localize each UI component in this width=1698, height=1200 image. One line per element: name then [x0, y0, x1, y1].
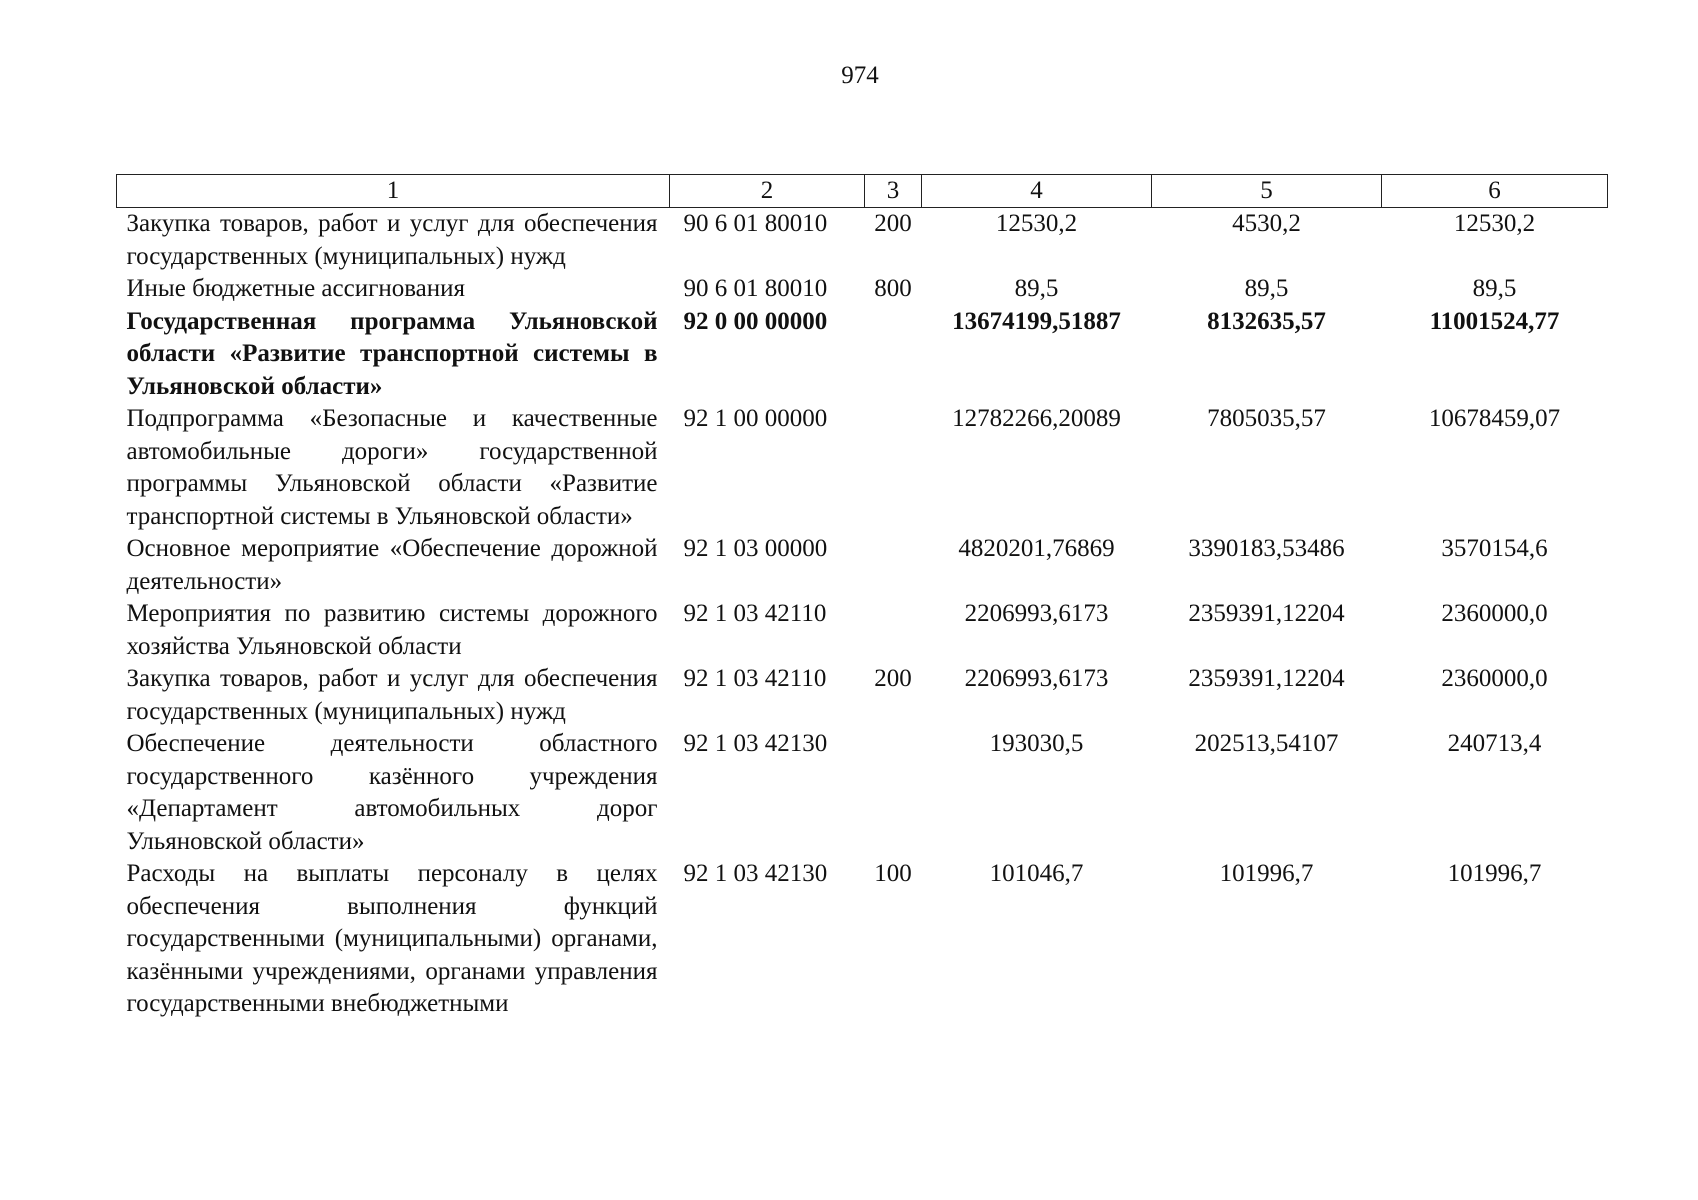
- row-kind: 800: [874, 275, 912, 302]
- row-value-6: 12530,2: [1453, 210, 1536, 237]
- row-value-4: 13674199,51887: [952, 307, 1121, 335]
- table-row: [117, 208, 1608, 274]
- row-kind: [865, 306, 922, 404]
- row-value-5: 89,5: [1244, 275, 1289, 302]
- row-code: 92 0 00 00000: [683, 307, 828, 335]
- row-kind: 200: [874, 210, 912, 237]
- row-value-6: 101996,7: [1447, 860, 1542, 887]
- header-col-2: 2: [670, 175, 865, 208]
- row-kind: 100: [874, 860, 912, 887]
- row-value-5: 4530,2: [1232, 210, 1301, 237]
- row-code: 92 1 00 00000: [683, 405, 828, 432]
- header-col-4: 4: [922, 175, 1152, 208]
- row-value-5: 8132635,57: [1207, 307, 1326, 335]
- table-row: [117, 728, 1608, 858]
- table-row: [117, 403, 1608, 533]
- row-name: Расходы на выплаты персоналу в целях обеспечения выполнения функций государственными (муниципальными) органами, казёнными учреждениями, органами управления государственными внебюджетными: [126, 860, 658, 1017]
- row-name: Обеспечение деятельности областного государственного казённого учреждения «Департамент автомобильных дорог Ульяновской области»: [126, 730, 658, 855]
- row-code: 92 1 03 42110: [683, 665, 827, 692]
- row-value-5: 7805035,57: [1207, 405, 1326, 432]
- header-row: [117, 175, 1608, 208]
- table-row: [117, 533, 1608, 598]
- header-col-1: 1: [117, 175, 670, 208]
- table-row: [117, 663, 1608, 728]
- row-value-5: 101996,7: [1219, 860, 1314, 887]
- table-row: [117, 598, 1608, 663]
- row-kind: [865, 598, 922, 663]
- row-value-6: 10678459,07: [1428, 405, 1561, 432]
- row-value-4: 4820201,76869: [958, 535, 1115, 562]
- row-name: Основное мероприятие «Обеспечение дорожной деятельности»: [126, 535, 658, 595]
- page-number: 974: [841, 62, 879, 89]
- budget-table: [116, 174, 1608, 1021]
- row-name: Государственная программа Ульяновской области «Развитие транспортной системы в Ульяновской области»: [126, 307, 658, 400]
- row-value-6: 2360000,0: [1441, 600, 1548, 627]
- row-value-4: 12782266,20089: [952, 405, 1121, 432]
- row-value-4: 193030,5: [989, 730, 1084, 757]
- row-value-5: 3390183,53486: [1188, 535, 1345, 562]
- row-value-5: 2359391,12204: [1188, 600, 1345, 627]
- row-kind: 200: [874, 665, 912, 692]
- row-name: Иные бюджетные ассигнования: [126, 275, 466, 302]
- table-row: [117, 273, 1608, 306]
- row-value-6: 2360000,0: [1441, 665, 1548, 692]
- row-kind: [865, 728, 922, 858]
- row-code: 92 1 03 42110: [683, 600, 827, 627]
- row-value-6: 89,5: [1472, 275, 1517, 302]
- row-value-4: 89,5: [1014, 275, 1059, 302]
- row-name: Закупка товаров, работ и услуг для обеспечения государственных (муниципальных) нужд: [126, 210, 658, 270]
- row-value-5: 2359391,12204: [1188, 665, 1345, 692]
- table-row-program: [117, 306, 1608, 404]
- row-name: Закупка товаров, работ и услуг для обеспечения государственных (муниципальных) нужд: [126, 665, 658, 725]
- row-code: 90 6 01 80010: [683, 275, 828, 302]
- row-value-4: 101046,7: [989, 860, 1084, 887]
- row-code: 92 1 03 42130: [683, 730, 828, 757]
- header-col-3: 3: [865, 175, 922, 208]
- row-code: 90 6 01 80010: [683, 210, 828, 237]
- row-value-6: 3570154,6: [1441, 535, 1548, 562]
- row-name: Подпрограмма «Безопасные и качественные автомобильные дороги» государственной программы Ульяновской области «Развитие транспортной системы в Ульяновской области»: [126, 405, 658, 530]
- row-code: 92 1 03 00000: [683, 535, 828, 562]
- row-value-5: 202513,54107: [1194, 730, 1339, 757]
- row-kind: [865, 533, 922, 598]
- row-kind: [865, 403, 922, 533]
- row-value-4: 12530,2: [995, 210, 1078, 237]
- row-value-6: 240713,4: [1447, 730, 1542, 757]
- table-row: [117, 858, 1608, 1021]
- row-value-4: 2206993,6173: [964, 665, 1109, 692]
- header-col-6: 6: [1382, 175, 1608, 208]
- row-code: 92 1 03 42130: [683, 860, 828, 887]
- row-name: Мероприятия по развитию системы дорожного хозяйства Ульяновской области: [126, 600, 658, 660]
- row-value-6: 11001524,77: [1429, 307, 1560, 335]
- row-value-4: 2206993,6173: [964, 600, 1109, 627]
- header-col-5: 5: [1152, 175, 1382, 208]
